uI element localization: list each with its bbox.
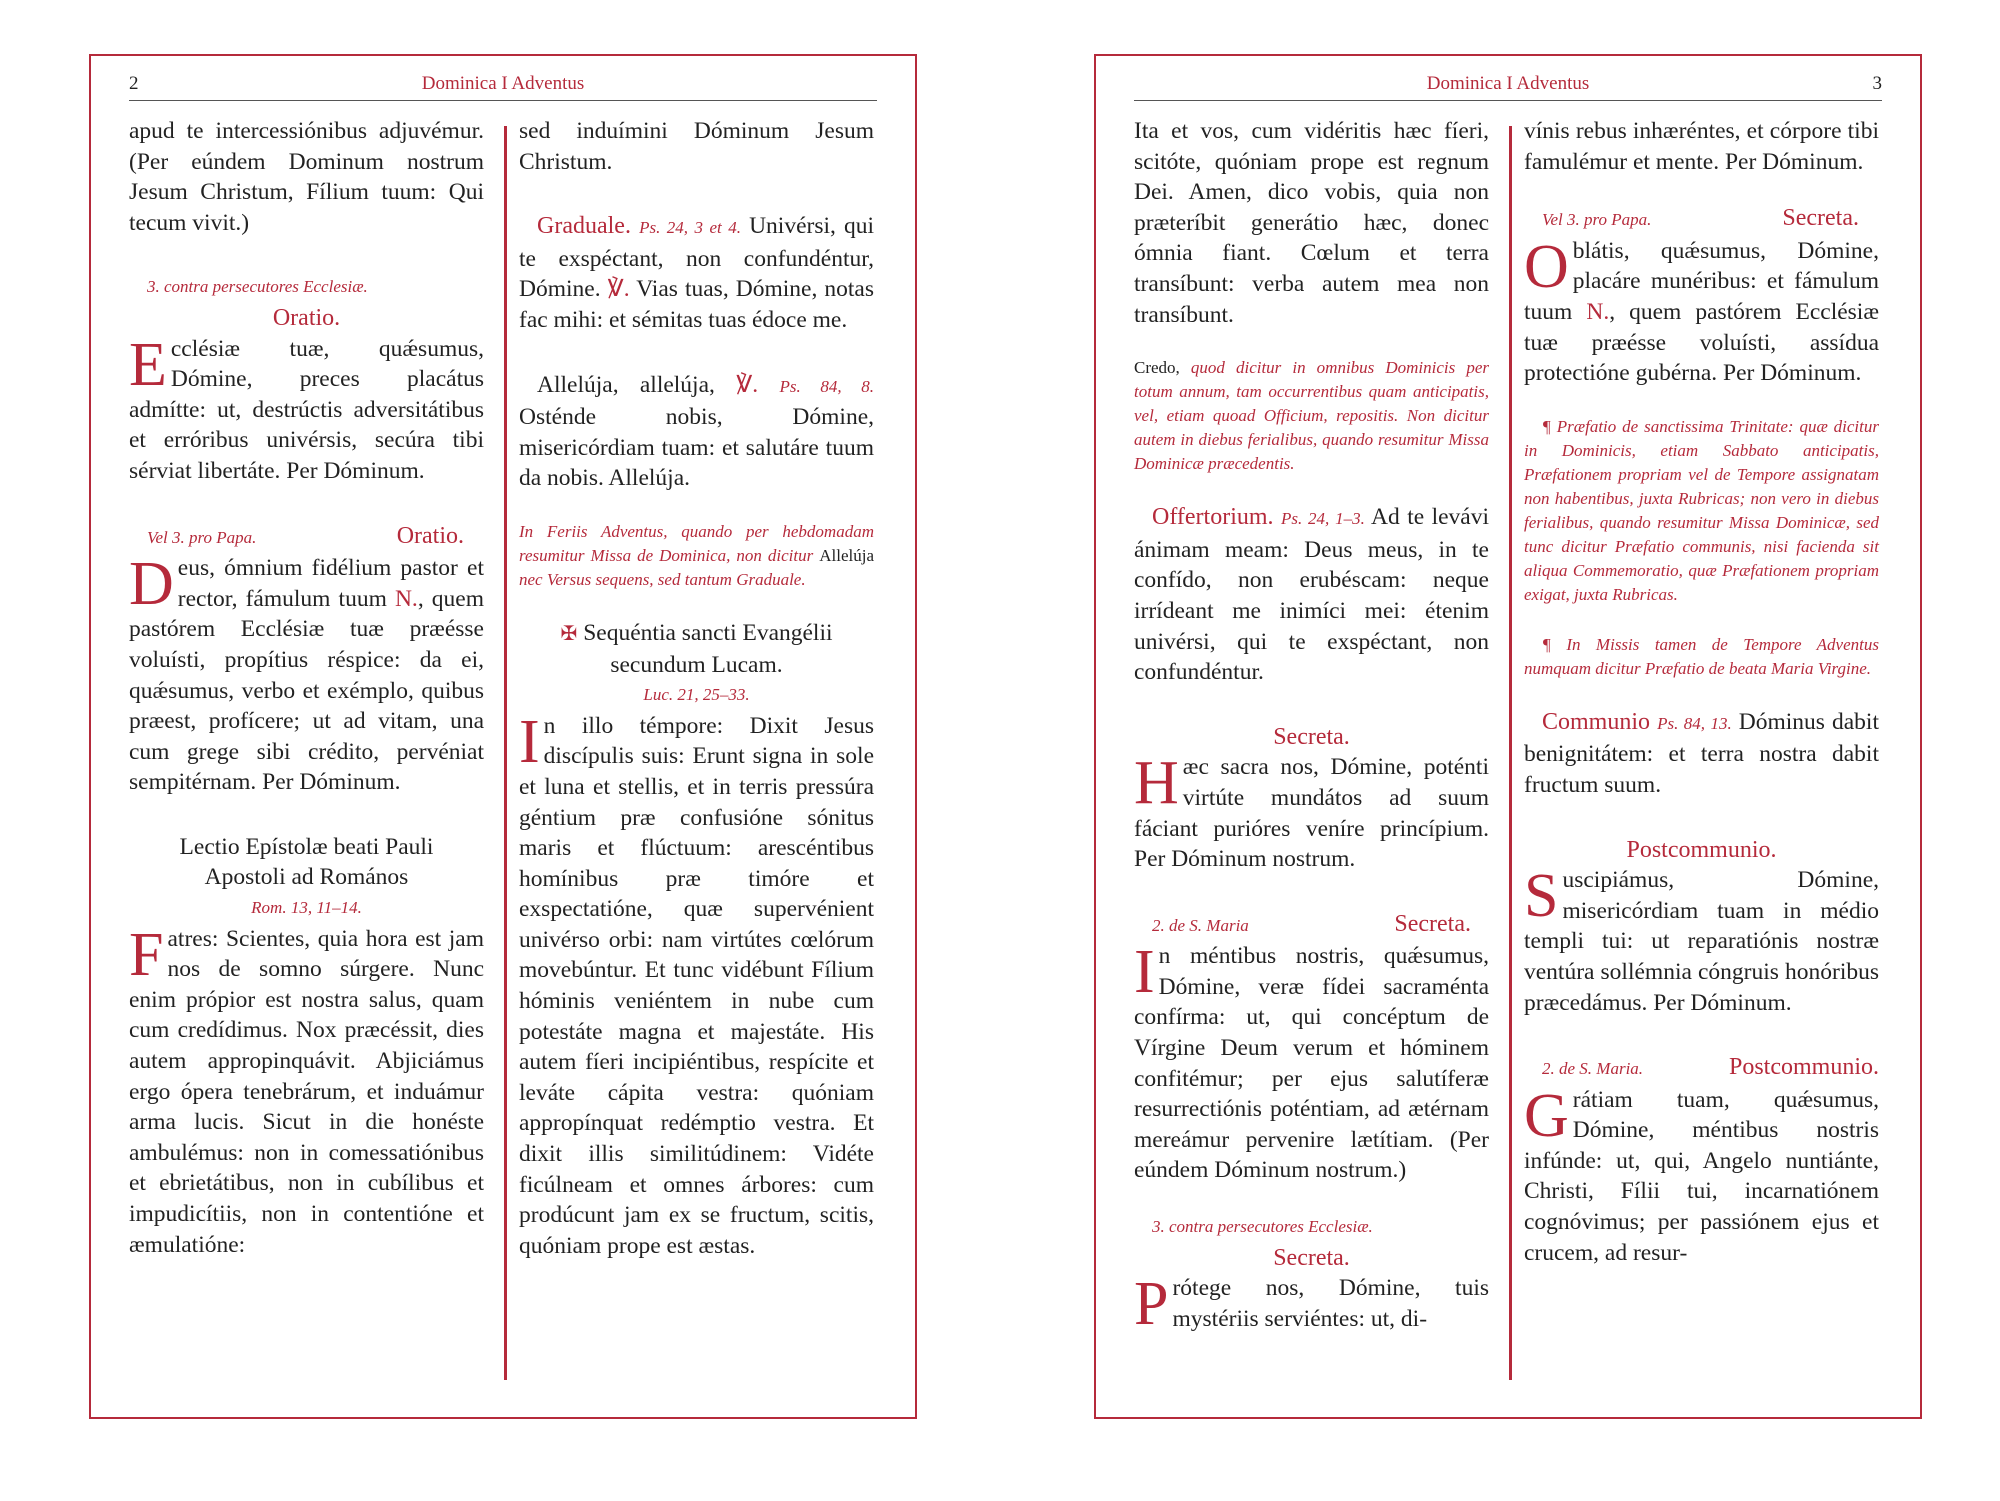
page-number: 2: [129, 73, 139, 94]
prayer-paragraph: [1134, 1270, 1489, 1339]
page-number: 3: [1872, 73, 1882, 94]
rubric: 3. contra persecutores Ecclesiæ.: [147, 277, 368, 297]
prayer-paragraph: vínis rebus inhæréntes, et córpore tibi famulémur et mente. Per Dóminum.: [1524, 118, 1879, 175]
communio-reference: Ps. 84, 13.: [1657, 713, 1732, 733]
oratio-heading: Oratio.: [396, 522, 464, 549]
drop-cap: P: [1134, 1270, 1169, 1339]
alleluia-reference: Ps. 84, 8.: [779, 376, 875, 396]
gospel-paragraph: [519, 707, 874, 1262]
praefatio-note: ¶ Præfatio de sanctissima Trinitate: quæ dicitur in Dominicis, etiam Sabbato anticipatis, Præfationem propriam vel de Tempore assignatam non habentibus, juxta Rubricas; non vero in diebus ferialibus, quando resumitur Missa Dominicæ, sed tunc dicitur Præfatio communis, nisi facienda sit aliqua Commemoratio, quæ Præfationem propriam exigat, juxta Rubricas.: [1524, 416, 1879, 604]
secreta-heading: Secreta.: [1273, 723, 1350, 750]
lectio-reference: Rom. 13, 11–14.: [251, 898, 362, 918]
running-title: Dominica I Adventus: [421, 73, 585, 94]
evangelium-title: Sequéntia sancti Evangélii: [583, 619, 833, 646]
offertorium-text: Ad te levávi ánimam meam: Deus meus, in te confído, non erubéscam: neque irrídeant me inimíci mei: étenim univérsi, qui te exspéctant, non confundéntur.: [1134, 504, 1490, 686]
left-page: [89, 54, 917, 1419]
offertorium-paragraph: [1134, 502, 1489, 688]
epistle-paragraph: [129, 920, 484, 1261]
prayer-text: n méntibus nostris, quǽsumus, Dómine, veræ fídei sacraménta confírma: ut, qui concéptum de Vírgine Deum verum et hóminem confitémur; per ejus salutíferæ resurrectiónis poténtiam, ad ætérnam mereámur pervenire lætítiam. (Per eúndem Dóminum nostrum.): [1134, 943, 1489, 1184]
offertorium-label: Offertorium.: [1152, 504, 1274, 531]
secreta-heading: Secreta.: [1273, 1244, 1350, 1271]
note-text: Allelúja: [819, 545, 874, 565]
column-rule: [1509, 126, 1512, 1380]
note-text: nec Versus sequens, sed tantum Graduale.: [519, 569, 806, 589]
prayer-text: , quem pastórem Ecclésiæ tuæ præésse voluísti, assídua protectióne gubérna. Per Dóminum.: [1524, 298, 1880, 387]
secreta-heading: Secreta.: [1394, 910, 1471, 937]
prayer-text: blátis, quǽsumus, Dómine, placáre munéribus: et fámulum tuum: [1524, 237, 1879, 325]
evangelium-reference: Luc. 21, 25–33.: [643, 685, 750, 705]
graduale-paragraph: [519, 211, 874, 335]
drop-cap: I: [1134, 938, 1155, 1007]
prayer-paragraph: [129, 550, 484, 798]
postcommunio-heading: Postcommunio.: [1626, 836, 1777, 863]
alleluia-text: Allelúja, allelúja,: [537, 371, 715, 398]
oratio-heading: Oratio.: [272, 304, 341, 331]
lectio-heading: Lectio Epístolæ beati Pauli: [179, 833, 434, 860]
cross-icon: ✠: [560, 622, 578, 645]
graduale-text: Univérsi, qui te exspéctant, non confundéntur, Dómine.: [519, 213, 875, 303]
drop-cap: F: [129, 920, 164, 989]
text-paragraph: apud te intercessiónibus adjuvémur. (Per eúndem Dominum nostrum Jesum Christum, Fílium tuum: Qui tecum vivit.): [129, 118, 484, 236]
right-column-2: [1524, 116, 1879, 1268]
prayer-text: uscipiámus, Dómine, misericórdiam tuam in médio templi tui: ut reparatiónis nostræ ventúra sollémnia cóngruis honóribus præcedámus. Per Dóminum.: [1524, 867, 1879, 1016]
communio-paragraph: [1524, 707, 1879, 801]
rubric-row: [129, 521, 484, 554]
gospel-paragraph: Ita et vos, cum vidéritis hæc fíeri, scitóte, quóniam prope est regnum Dei. Amen, dico vobis, quia non præteríbit generátio hæc, donec ómnia fiant. Cœlum et terra transíbunt: verba autem mea non transíbunt.: [1134, 118, 1489, 328]
postcommunio-heading: Postcommunio.: [1728, 1054, 1879, 1081]
prayer-paragraph: [129, 330, 484, 487]
running-head: [129, 70, 877, 101]
versicle-mark: ℣.: [736, 371, 759, 398]
lectio-heading: Apostoli ad Romános: [204, 864, 409, 891]
prayer-text: rátiam tuam, quǽsumus, Dómine, méntibus nostris infúnde: ut, qui, Angelo nuntiánte, Christi, Fílii tui, incarnatiónem cognóvimus; per passiónem ejus et crucem, ad resur-: [1524, 1086, 1879, 1266]
graduale-label: Graduale.: [537, 213, 631, 240]
secreta-heading: Secreta.: [1782, 205, 1859, 232]
left-column-1: [129, 116, 484, 1260]
text-paragraph: sed induímini Dóminum Jesum Christum.: [519, 118, 874, 175]
prayer-paragraph: [1524, 232, 1880, 389]
note-text: quod dicitur in omnibus Dominicis per totum annum, tam occurrentibus quam anticipatis, vel, etiam quoad Officium, repositis. Non dicitur autem in diebus ferialibus, quando resumitur Missa Dominicæ præcedentis.: [1134, 358, 1490, 474]
credo-note: [1134, 356, 1489, 476]
epistle-text: atres: Scientes, quia hora est jam nos de somno súrgere. Nunc enim própior est nostra salus, quam cum credídimus. Nox præcéssit, dies autem appropinquávit. Abjiciámus ergo ópera tenebrárum, et induámur arma lucis. Sicut in die honéste ambulémus: non in comessatiónibus et ebrietátibus, non in cubílibus et impudicítiis, non in contentióne et æmulatióne:: [129, 925, 484, 1258]
drop-cap: I: [519, 707, 540, 776]
versicle-mark: ℣.: [607, 276, 630, 303]
alleluia-paragraph: [519, 370, 874, 494]
rubric: Vel 3. pro Papa.: [1542, 210, 1652, 230]
rubric-row: [1524, 203, 1879, 236]
gospel-text: n illo témpore: Dixit Jesus discípulis suis: Erunt signa in sole et luna et stellis, et in terris pressúra géntium præ confusióne sónitus maris et flúctuum: arescéntibus homínibus præ timóre et exspectatióne, quæ supervénient univérso orbi: nam virtútes cœlórum movebúntur. Et tunc vidébunt Fílium hóminis veniéntem in nube cum potestáte magna et majestáte. His autem fíeri incipiéntibus, respícite et leváte cápita vestra: quóniam appropínquat redémptio vestra. Et dixit illis similitúdinem: Vidéte ficúlneam et omnes árbores: cum prodúcunt jam ex se fructum, scitis, quóniam prope est æstas.: [519, 712, 874, 1259]
prayer-text: , quem pastórem Ecclésiæ tuæ præésse voluísti, propítius réspice: da ei, quǽsumus, verbo et exémplo, quibus præest, profícere; ut ad vitam, una cum grege sibi crédito, pervéniat sempitérnam. Per Dóminum.: [129, 585, 484, 796]
name-placeholder: N.: [1586, 298, 1610, 325]
rubric: Vel 3. pro Papa.: [147, 527, 257, 547]
drop-cap: S: [1524, 862, 1559, 931]
graduale-reference: Ps. 24, 3 et 4.: [639, 218, 741, 238]
left-column-2: [519, 116, 874, 1261]
prayer-text: eus, ómnium fidélium pastor et rector, fámulum tuum: [177, 555, 484, 612]
rubric: 2. de S. Maria: [1152, 915, 1249, 935]
prayer-text: cclésiæ tuæ, quǽsumus, Dómine, preces placátus admítte: ut, destrúctis adversitátibus et erróribus univérsis, secúra tibi sérviat libertáte. Per Dóminum.: [129, 335, 484, 484]
advent-note: ¶ In Missis tamen de Tempore Adventus numquam dicitur Præfatio de beata Maria Virgine.: [1524, 634, 1879, 678]
graduale-text: Vias tuas, Dómine, notas fac mihi: et sémitas tuas édoce me.: [519, 276, 875, 333]
rubric-note: [519, 520, 874, 592]
note-text: In Feriis Adventus, quando per hebdomadam resumitur Missa de Dominica, non dicitur: [519, 521, 874, 565]
rubric: 2. de S. Maria.: [1542, 1059, 1644, 1079]
note-text: Credo,: [1134, 358, 1180, 378]
communio-label: Communio: [1542, 708, 1651, 735]
right-column-1: [1134, 116, 1490, 1339]
prayer-text: æc sacra nos, Dómine, poténti virtúte mundátos ad suum fáciant purióres veníre princípium. Per Dóminum nostrum.: [1134, 754, 1489, 873]
drop-cap: O: [1524, 232, 1569, 301]
running-head: [1134, 70, 1882, 101]
prayer-paragraph: [1524, 862, 1879, 1018]
drop-cap: G: [1524, 1081, 1569, 1150]
rubric: 3. contra persecutores Ecclesiæ.: [1152, 1217, 1373, 1237]
rubric-row: [1134, 909, 1489, 942]
running-title: Dominica I Adventus: [1426, 73, 1590, 94]
rubric-row: [1524, 1052, 1879, 1085]
name-placeholder: N.: [394, 585, 418, 612]
drop-cap: D: [129, 550, 174, 619]
evangelium-heading: secundum Lucam.: [610, 651, 783, 678]
prayer-paragraph: [1134, 749, 1489, 874]
evangelium-heading: [519, 618, 874, 650]
prayer-paragraph: [1524, 1081, 1879, 1269]
drop-cap: E: [129, 330, 167, 399]
column-rule: [504, 126, 507, 1380]
drop-cap: H: [1134, 749, 1179, 818]
prayer-text: rótege nos, Dómine, tuis mystériis serviéntes: ut, di-: [1172, 1275, 1489, 1332]
communio-text: Dóminus dabit benignitátem: et terra nostra dabit fructum suum.: [1524, 708, 1879, 798]
alleluia-text: Osténde nobis, Dómine, misericórdiam tuam: et salutáre tuum da nobis. Allelúja.: [519, 404, 874, 492]
offertorium-reference: Ps. 24, 1–3.: [1280, 509, 1365, 529]
right-page: [1094, 54, 1922, 1419]
prayer-paragraph: [1134, 938, 1489, 1186]
